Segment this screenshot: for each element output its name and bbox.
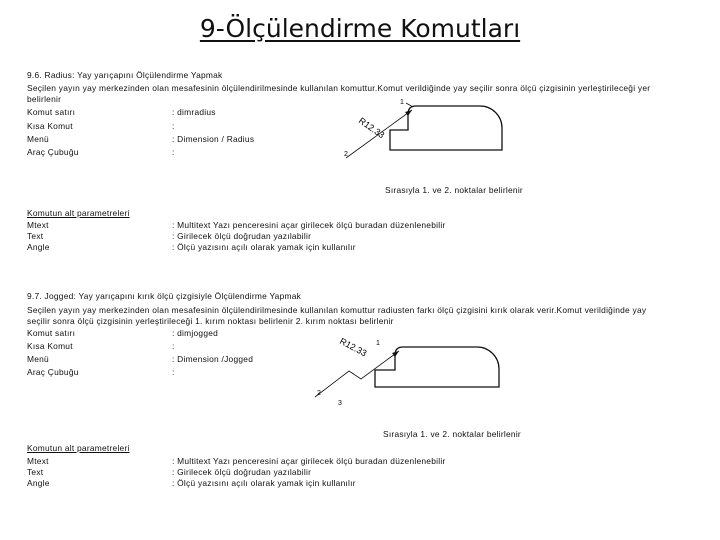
page-title: 9-Ölçülendirme Komutları (199, 14, 521, 43)
jogged-params-heading: Komutun alt parametreleri (27, 443, 130, 453)
jogged-heading: 9.7. Jogged: Yay yarıçapını kırık ölçü çizgisiyle Ölçülendirme Yapmak (27, 291, 302, 301)
jogged-param-angle-value: : Ölçü yazısını açılı olarak yamak için kullanılır (172, 478, 356, 488)
radius-param-mtext-label: Mtext (27, 220, 49, 230)
radius-point-2-label: 2 (344, 151, 348, 158)
jogged-param-angle-label: Angle (27, 478, 50, 488)
radius-point-1-label: 1 (400, 99, 404, 106)
radius-short-command-value: : (172, 121, 175, 131)
jogged-point-2-label: 2 (317, 390, 321, 397)
jogged-point-3-label: 3 (338, 400, 342, 407)
jogged-description-line-1: Seçilen yayın yay merkezinden olan mesafesinin ölçülendirilmesinde kullanılan komuttur radiusten farkı ölçü çizgisini kırık olarak verir.Komut verildiğinde yay (27, 305, 647, 315)
radius-description-line-2: belirlenir (27, 94, 62, 104)
radius-toolbar-label: Araç Çubuğu (27, 147, 79, 157)
jogged-toolbar-label: Araç Çubuğu (27, 367, 79, 377)
jogged-param-text-value: : Girilecek ölçü doğrudan yazılabilir (172, 467, 312, 477)
radius-heading: 9.6. Radius: Yay yarıçapını Ölçülendirme Yapmak (27, 70, 223, 80)
radius-dimension-figure (330, 92, 560, 182)
radius-caption: Sırasıyla 1. ve 2. noktalar belirlenir (385, 185, 523, 195)
jogged-param-text-label: Text (27, 467, 44, 477)
radius-param-text-value: : Girilecek ölçü doğrudan yazılabilir (172, 231, 312, 241)
jogged-param-mtext-value: : Multitext Yazı penceresini açar girilecek ölçü buradan düzenlenebilir (172, 456, 446, 466)
radius-toolbar-value: : (172, 147, 175, 157)
jogged-point-1-label: 1 (376, 340, 380, 347)
jogged-toolbar-value: : (172, 367, 175, 377)
radius-pick-line (406, 103, 413, 107)
radius-menu-label: Menü (27, 134, 49, 144)
radius-dimension-text: R12.33 (356, 115, 387, 141)
radius-description-line-1: Seçilen yayın yay merkezinden olan mesafesinin ölçülendirilmesinde kullanılan komuttur.Komut verildiğinde yay seçilir sonra ölçü çizgisinin yerleştirileceği yer (27, 83, 651, 93)
radius-short-command-label: Kısa Komut (27, 121, 73, 131)
jogged-leader-line (315, 351, 399, 397)
radius-param-angle-label: Angle (27, 242, 50, 252)
jogged-menu-value: : Dimension /Jogged (172, 354, 254, 364)
jogged-menu-label: Menü (27, 354, 49, 364)
jogged-description-line-2: seçilir sonra ölçü çizgisinin yerleştirileceği 1. kırım noktası belirlenir 2. kırım noktası belirlenir (27, 316, 394, 326)
jogged-caption: Sırasıyla 1. ve 2. noktalar belirlenir (383, 429, 521, 439)
radius-command-line-label: Komut satırı (27, 107, 76, 117)
radius-menu-value: : Dimension / Radius (172, 134, 255, 144)
radius-param-text-label: Text (27, 231, 44, 241)
jogged-command-line-label: Komut satırı (27, 328, 76, 338)
radius-param-angle-value: : Ölçü yazısını açılı olarak yamak için kullanılır (172, 242, 356, 252)
jogged-dimension-text: R12.33 (338, 335, 369, 359)
jogged-command-line-value: : dimjogged (172, 328, 219, 338)
jogged-short-command-label: Kısa Komut (27, 341, 73, 351)
jogged-param-mtext-label: Mtext (27, 456, 49, 466)
radius-param-mtext-value: : Multitext Yazı penceresini açar girilecek ölçü buradan düzenlenebilir (172, 220, 446, 230)
jogged-short-command-value: : (172, 341, 175, 351)
jogged-dimension-figure (305, 325, 565, 415)
radius-params-heading: Komutun alt parametreleri (27, 208, 130, 218)
radius-command-line-value: : dimradius (172, 107, 216, 117)
